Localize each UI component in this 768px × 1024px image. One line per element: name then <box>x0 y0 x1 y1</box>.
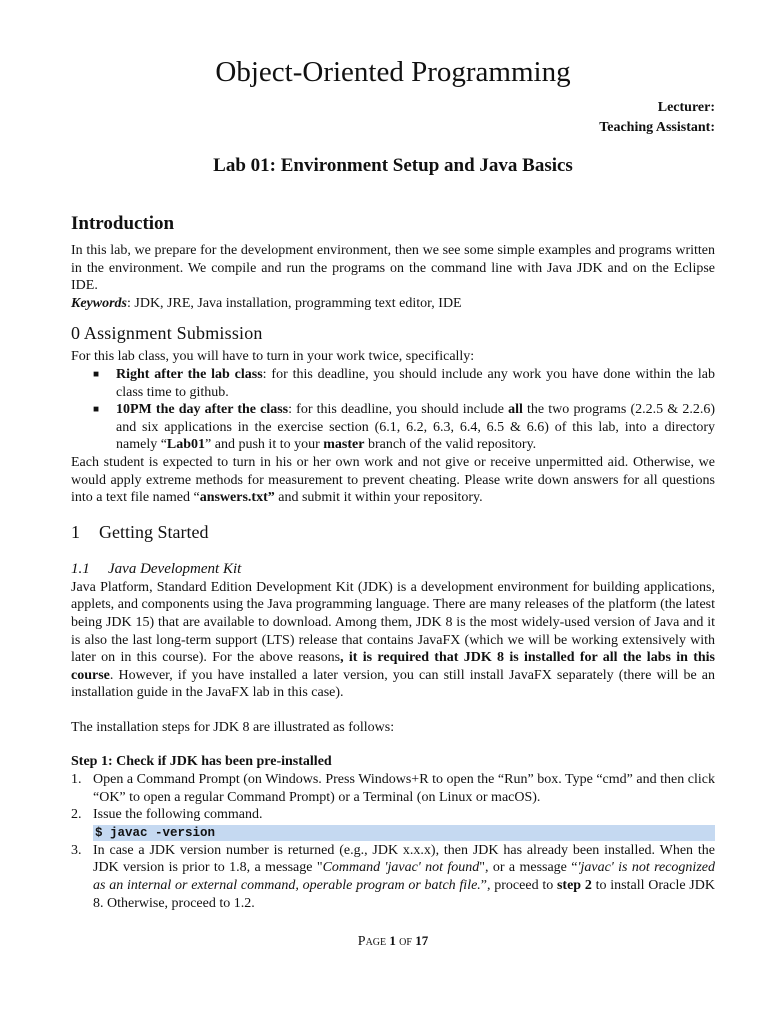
of-word: of <box>399 934 412 949</box>
document-body <box>71 212 715 912</box>
page-number: 1 <box>389 933 396 948</box>
page-footer <box>71 933 715 950</box>
getting-started-heading: 1 Getting Started <box>71 521 209 542</box>
submission-paragraph: Each student is expected to turn in his or her own work and not give or receive unpermitted aid. Otherwise, we would apply extreme methods for measurement to prevent cheating. Please write down answers for all questions into a text file named “answers.txt” and submit it within your repository. <box>71 454 715 506</box>
page-word: Page <box>357 934 387 949</box>
document-title: Object-Oriented Programming <box>215 56 571 88</box>
step1-list <box>71 771 715 912</box>
bullet-icon: ■ <box>93 404 100 416</box>
keywords-line <box>71 295 715 313</box>
jdk-subheading: 1.1 Java Development Kit <box>71 560 242 577</box>
lecturer-label: Lecturer: <box>657 100 715 115</box>
keywords-label: Keywords <box>71 295 127 311</box>
list-item: ■ Right after the lab class: for this deadline, you should include any work you have done within the lab class time to github. <box>93 366 715 400</box>
introduction-heading: Introduction <box>71 213 175 234</box>
introduction-paragraph: In this lab, we prepare for the development environment, then we see some simple examples and programs written in the environment. We compile and run the programs on the command line with Java JDK and on the Eclipse IDE. <box>71 243 715 294</box>
teaching-assistant-label: Teaching Assistant: <box>599 120 715 135</box>
install-steps-intro: The installation steps for JDK 8 are illustrated as follows: <box>71 719 395 735</box>
list-item: 3. In case a JDK version number is returned (e.g., JDK x.x.x), then JDK has already been installed. When the JDK version is prior to 1.8, a message "Command 'javac' not found", or a message “'javac' is not recognized as an internal or external command, operable program or batch file.”, proceed to step 2 to install Oracle JDK 8. Otherwise, proceed to 1.2. <box>71 842 715 911</box>
keywords-text: : JDK, JRE, Java installation, programming text editor, IDE <box>127 295 462 311</box>
bullet-icon: ■ <box>93 368 100 380</box>
submission-lead: For this lab class, you will have to turn in your work twice, specifically: <box>71 349 475 365</box>
list-item: ■ 10PM the day after the class: for this deadline, you should include all the two programs (2.2.5 & 2.2.6) and six applications in the exercise section (6.1, 6.2, 6.3, 6.4, 6.5 & 6.6) of this lab, into a directory namely “Lab01” and push it to your master branch of the valid repository. <box>93 402 715 453</box>
course-meta <box>599 98 715 138</box>
submission-heading: 0 Assignment Submission <box>71 323 263 344</box>
lab-title: Lab 01: Environment Setup and Java Basics <box>213 155 573 176</box>
jdk-paragraph: Java Platform, Standard Edition Development Kit (JDK) is a development environment for building applications, applets, and components using the Java programming language. There are many releases of the platform (the latest being JDK 15) that are available to download. Among them, JDK 8 is the most widely-used version of Java and it is also the last long-term support (LTS) release that contains JavaFX (which we will be working extensively with later on in this course). For the above reasons, it is required that JDK 8 is installed for all the labs in this course. However, if you have installed a later version, you can still install JavaFX separately (there will be an installation guide in the JavaFX lab in this case). <box>71 579 716 701</box>
submission-list <box>71 366 715 454</box>
page-total: 17 <box>415 933 429 948</box>
step1-title: Step 1: Check if JDK has been pre-installed <box>71 754 332 770</box>
code-block: $ javac -version <box>93 825 715 841</box>
list-item: 2. Issue the following command. $ javac -version <box>71 806 715 841</box>
list-item: 1. Open a Command Prompt (on Windows. Press Windows+R to open the “Run” box. Type “cmd” and then click “OK” to open a regular Command Prompt) or a Terminal (on Linux or macOS). <box>71 772 715 805</box>
